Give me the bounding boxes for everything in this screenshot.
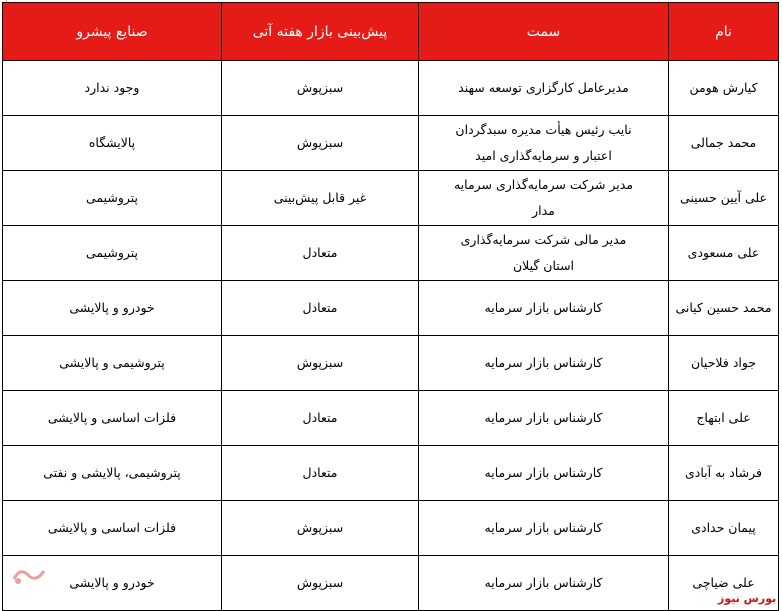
cell-position: کارشناس بازار سرمایه xyxy=(419,391,669,446)
cell-forecast: متعادل xyxy=(222,281,419,336)
table-row xyxy=(3,556,779,611)
cell-industries: پتروشیمی xyxy=(3,171,222,226)
cell-position: کارشناس بازار سرمایه xyxy=(419,556,669,611)
bourse-news-logo-icon xyxy=(12,565,46,585)
cell-industries: پتروشیمی و پالایشی xyxy=(3,336,222,391)
cell-position: مدیر شرکت سرمایه‌گذاری سرمایه مدار xyxy=(419,171,669,226)
table-row xyxy=(3,391,779,446)
cell-name: جواد فلاحیان xyxy=(669,336,779,391)
table-row xyxy=(3,281,779,336)
cell-forecast: سبزپوش xyxy=(222,501,419,556)
cell-position: کارشناس بازار سرمایه xyxy=(419,446,669,501)
cell-name: محمد حسین کیانی xyxy=(669,281,779,336)
cell-position: کارشناس بازار سرمایه xyxy=(419,501,669,556)
cell-industries: پتروشیمی، پالایشی و نفتی xyxy=(3,446,222,501)
cell-forecast: متعادل xyxy=(222,446,419,501)
header-row xyxy=(3,3,779,61)
cell-forecast: متعادل xyxy=(222,391,419,446)
header-name: نام xyxy=(669,3,779,61)
cell-name: فرشاد به آبادی xyxy=(669,446,779,501)
cell-name: علی ضیاچی xyxy=(669,556,779,611)
cell-position: نایب رئیس هیأت مدیره سبدگردان اعتبار و سرمایه‌گذاری امید xyxy=(419,116,669,171)
cell-position: مدیرعامل کارگزاری توسعه سهند xyxy=(419,61,669,116)
table-row xyxy=(3,446,779,501)
cell-industries: پالایشگاه xyxy=(3,116,222,171)
table-row xyxy=(3,501,779,556)
table-row xyxy=(3,226,779,281)
cell-forecast: سبزپوش xyxy=(222,116,419,171)
cell-forecast: متعادل xyxy=(222,226,419,281)
cell-forecast: سبزپوش xyxy=(222,336,419,391)
header-forecast: پیش‌بینی بازار هفته آتی xyxy=(222,3,419,61)
cell-industries: پتروشیمی xyxy=(3,226,222,281)
cell-name: محمد جمالی xyxy=(669,116,779,171)
header-position: سمت xyxy=(419,3,669,61)
cell-forecast: سبزپوش xyxy=(222,556,419,611)
market-forecast-table xyxy=(2,2,779,611)
cell-industries: وجود ندارد xyxy=(3,61,222,116)
cell-position: مدیر مالی شرکت سرمایه‌گذاری استان گیلان xyxy=(419,226,669,281)
cell-name: علی ابتهاج xyxy=(669,391,779,446)
cell-name: علی آیین حسینی xyxy=(669,171,779,226)
header-industries: صنایع پیشرو xyxy=(3,3,222,61)
cell-name: پیمان حدادی xyxy=(669,501,779,556)
table-row xyxy=(3,336,779,391)
cell-industries: فلزات اساسی و پالایشی xyxy=(3,501,222,556)
cell-forecast: غیر قابل پیش‌بینی xyxy=(222,171,419,226)
cell-industries: خودرو و پالایشی xyxy=(3,556,222,611)
cell-industries: فلزات اساسی و پالایشی xyxy=(3,391,222,446)
table-row xyxy=(3,116,779,171)
table-row xyxy=(3,171,779,226)
cell-forecast: سبزپوش xyxy=(222,61,419,116)
cell-position: کارشناس بازار سرمایه xyxy=(419,336,669,391)
cell-name: کیارش هومن xyxy=(669,61,779,116)
table-row xyxy=(3,61,779,116)
brand-label: بورس نیوز xyxy=(718,592,777,605)
cell-industries: خودرو و پالایشی xyxy=(3,281,222,336)
cell-position: کارشناس بازار سرمایه xyxy=(419,281,669,336)
cell-name: علی مسعودی xyxy=(669,226,779,281)
